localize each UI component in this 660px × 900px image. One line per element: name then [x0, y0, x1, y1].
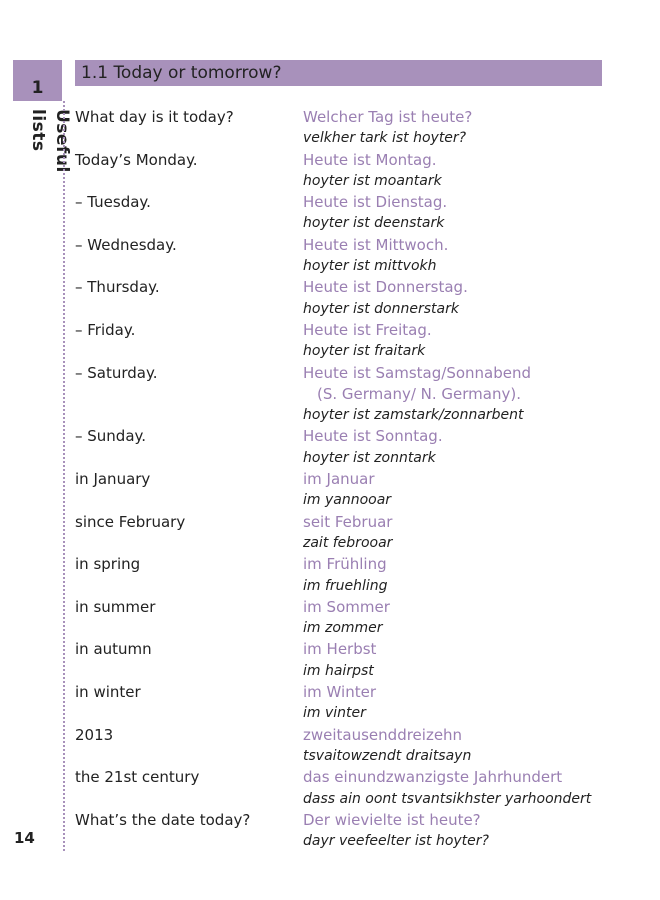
- phrase-entry: [75, 554, 645, 597]
- translation: [303, 107, 645, 150]
- section-title: 1.1 Today or tomorrow?: [81, 63, 282, 83]
- english-phrase: – Saturday.: [75, 363, 158, 382]
- pronunciation: velkher tark ist hoyter?: [303, 130, 467, 147]
- translation: [303, 150, 645, 193]
- phrase-entry: [75, 192, 645, 235]
- english-phrase: since February: [75, 512, 186, 531]
- translation: [303, 725, 645, 768]
- pronunciation: im vinter: [303, 705, 366, 722]
- german-phrase: Welcher Tag ist heute?: [303, 108, 473, 126]
- english-phrase: – Tuesday.: [75, 193, 151, 212]
- phrase-entry: [75, 810, 645, 853]
- german-phrase: Heute ist Freitag.: [303, 320, 432, 339]
- phrase-entry: [75, 725, 645, 768]
- german-phrase: im Sommer: [303, 597, 390, 616]
- german-regional-note: (S. Germany/ N. Germany).: [317, 384, 521, 403]
- pronunciation: hoyter ist mittvokh: [303, 258, 437, 275]
- english-phrase: Today’s Monday.: [75, 150, 198, 169]
- english-phrase: – Sunday.: [75, 427, 147, 446]
- translation: [303, 320, 645, 363]
- translation: [303, 469, 645, 512]
- translation: [303, 767, 645, 810]
- phrase-entry: [75, 682, 645, 725]
- german-phrase: zweitausenddreizehn: [303, 725, 463, 744]
- german-phrase: Heute ist Mittwoch.: [303, 235, 449, 254]
- german-phrase: seit Februar: [303, 512, 393, 531]
- phrase-entry: [75, 277, 645, 320]
- english-phrase: 2013: [75, 725, 114, 744]
- translation: [303, 639, 645, 682]
- pronunciation: tsvaitowzendt draitsayn: [303, 747, 472, 764]
- pronunciation: zait febrooar: [303, 534, 393, 551]
- pronunciation: hoyter ist zamstark/zonnarbent: [303, 407, 524, 424]
- phrase-entry: [75, 320, 645, 363]
- english-phrase: What’s the date today?: [75, 810, 251, 829]
- phrase-entry: [75, 512, 645, 555]
- translation: [303, 554, 645, 597]
- page-number: 14: [14, 829, 35, 847]
- german-phrase: Heute ist Samstag/Sonnabend: [303, 363, 531, 382]
- pronunciation: hoyter ist zonntark: [303, 449, 436, 466]
- pronunciation: im hairpst: [303, 662, 374, 679]
- pronunciation: hoyter ist fraitark: [303, 343, 426, 360]
- phrase-entry: [75, 469, 645, 512]
- pronunciation: im zommer: [303, 620, 383, 637]
- german-phrase: das einundzwanzigste Jahrhundert: [303, 768, 563, 787]
- english-phrase: – Friday.: [75, 320, 136, 339]
- phrase-entry: [75, 767, 645, 810]
- phrase-entry: [75, 150, 645, 193]
- german-phrase: im Herbst: [303, 640, 377, 659]
- german-phrase: im Frühling: [303, 555, 387, 574]
- translation: [303, 277, 645, 320]
- translation: [303, 235, 645, 278]
- chapter-label: Useful lists: [28, 109, 72, 173]
- pronunciation: im yannooar: [303, 492, 392, 509]
- english-phrase: in January: [75, 470, 151, 489]
- phrase-entry: [75, 426, 645, 469]
- margin-divider: [63, 101, 65, 851]
- german-phrase: Der wievielte ist heute?: [303, 810, 481, 829]
- translation: [303, 682, 645, 725]
- english-phrase: in autumn: [75, 640, 152, 659]
- pronunciation: hoyter ist moantark: [303, 172, 442, 189]
- phrase-entry: [75, 235, 645, 278]
- german-phrase: Heute ist Dienstag.: [303, 193, 448, 212]
- german-phrase: im Januar: [303, 470, 375, 489]
- english-phrase: What day is it today?: [75, 108, 234, 126]
- german-phrase: Heute ist Donnerstag.: [303, 278, 468, 297]
- english-phrase: in winter: [75, 683, 141, 702]
- phrase-entry: [75, 363, 645, 427]
- phrase-list: [75, 107, 645, 852]
- german-phrase: im Winter: [303, 683, 377, 702]
- phrase-entry: [75, 639, 645, 682]
- english-phrase: in summer: [75, 597, 156, 616]
- english-phrase: – Thursday.: [75, 278, 160, 297]
- pronunciation: hoyter ist donnerstark: [303, 300, 459, 317]
- pronunciation: dass ain oont tsvantsikhster yarhoondert: [303, 790, 592, 807]
- german-phrase: Heute ist Sonntag.: [303, 427, 443, 446]
- translation: [303, 426, 645, 469]
- translation: [303, 192, 645, 235]
- phrase-entry: [75, 597, 645, 640]
- phrase-entry: [75, 107, 645, 150]
- pronunciation: im fruehling: [303, 577, 388, 594]
- pronunciation: dayr veefeelter ist hoyter?: [303, 833, 489, 850]
- chapter-number: 1: [31, 78, 44, 98]
- english-phrase: – Wednesday.: [75, 235, 177, 254]
- section-header: [75, 60, 602, 86]
- pronunciation: hoyter ist deenstark: [303, 215, 445, 232]
- translation: [303, 512, 645, 555]
- english-phrase: in spring: [75, 555, 141, 574]
- english-phrase: the 21st century: [75, 768, 200, 787]
- translation: [303, 597, 645, 640]
- german-phrase: Heute ist Montag.: [303, 150, 437, 169]
- translation: [303, 810, 645, 853]
- translation: [303, 363, 645, 427]
- chapter-label-container: [26, 109, 72, 219]
